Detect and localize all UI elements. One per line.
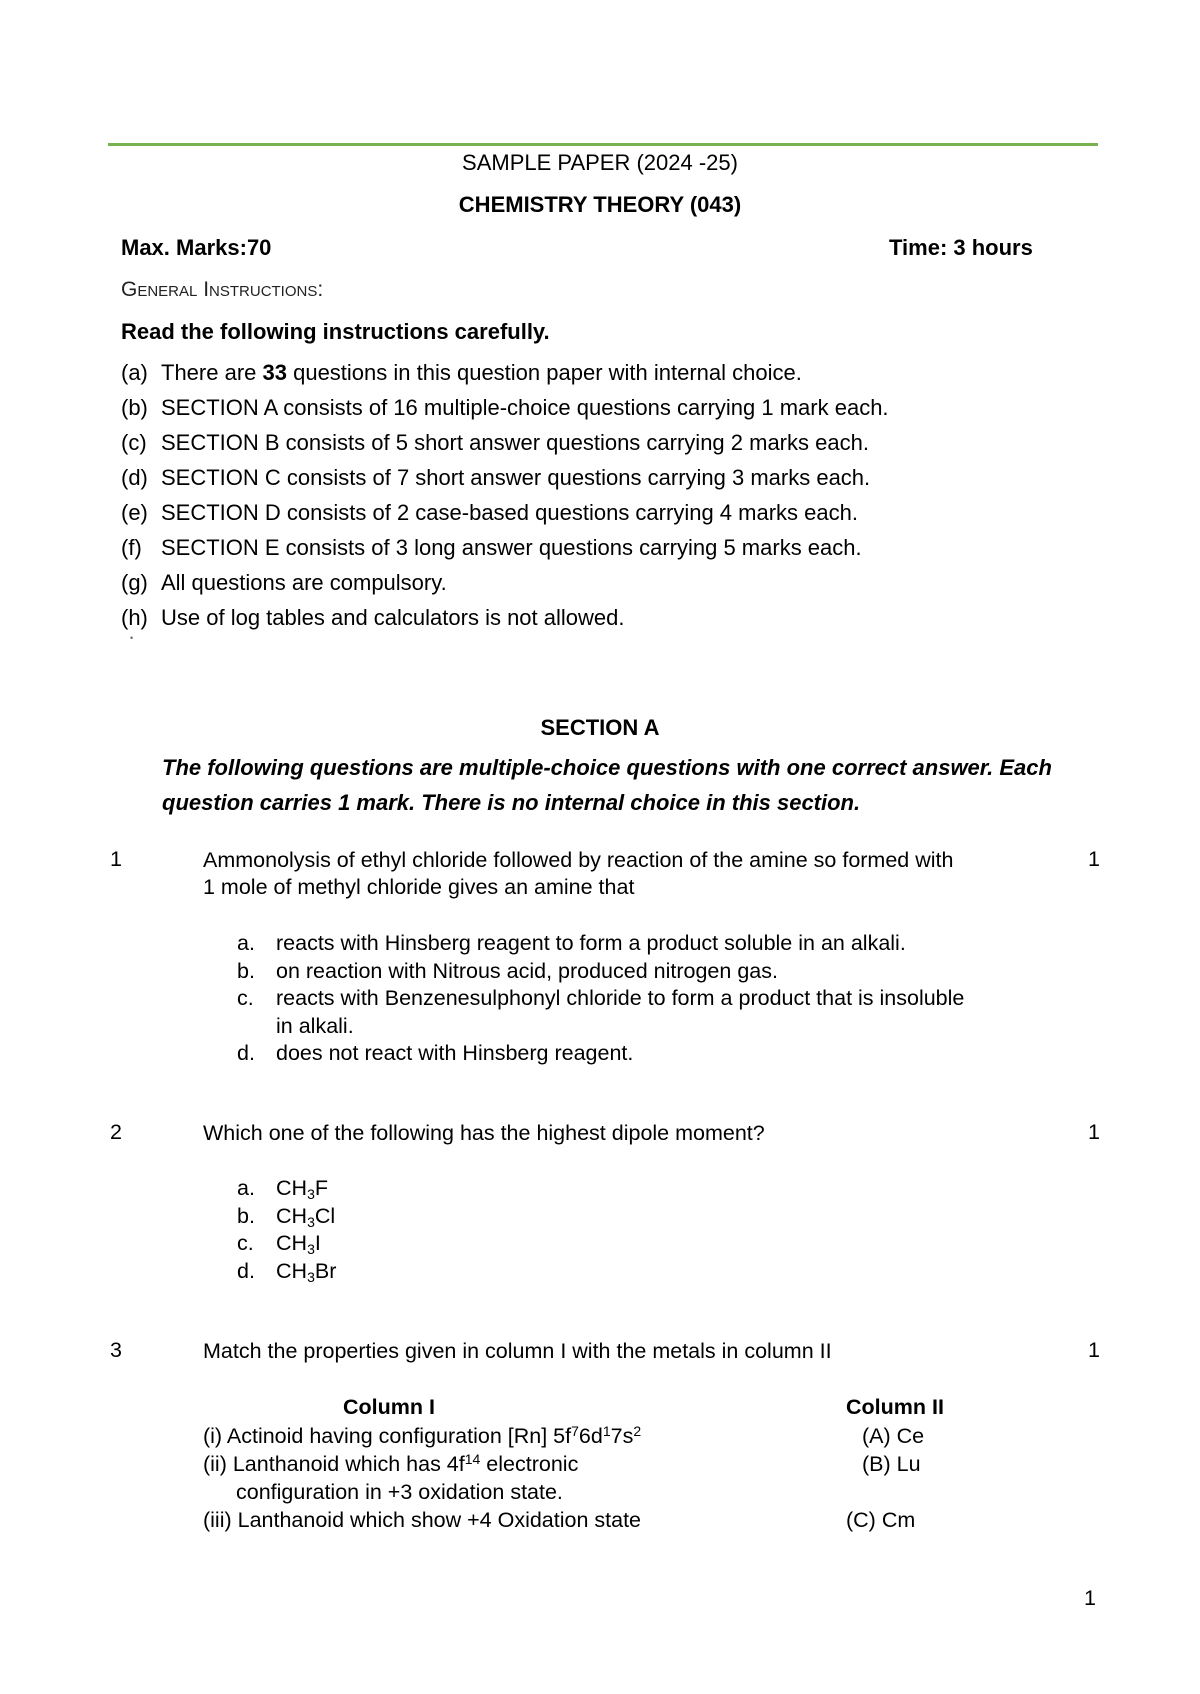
option-label: c. xyxy=(237,986,254,1010)
subject-text: CHEMISTRY THEORY (043) xyxy=(458,192,742,217)
formula-subscript: 3 xyxy=(307,1213,315,1230)
option-text: on reaction with Nitrous acid, produced nitrogen gas. xyxy=(276,958,778,983)
page-number: 1 xyxy=(1084,1586,1096,1610)
superscript: 2 xyxy=(633,1423,642,1439)
question-number: 3 xyxy=(110,1338,122,1362)
option-item xyxy=(237,1175,336,1203)
formula-base: CH xyxy=(276,1203,308,1228)
instruction-text: SECTION D consists of 2 case-based questions carrying 4 marks each. xyxy=(161,500,858,525)
formula-base: CH xyxy=(276,1258,308,1283)
instruction-item xyxy=(121,425,889,460)
question-mark: 1 xyxy=(1088,1120,1100,1144)
option-label: c. xyxy=(237,1231,254,1255)
option-item xyxy=(237,1230,336,1258)
option-item xyxy=(237,1203,336,1231)
q2-options xyxy=(237,1175,336,1285)
superscript: 14 xyxy=(464,1451,481,1467)
match-row-2 xyxy=(203,1451,578,1478)
section-a-desc-line1: The following questions are multiple-choice questions with one correct answer. Each xyxy=(162,755,1052,780)
formula-subscript: 3 xyxy=(307,1186,315,1202)
formula-base: CH xyxy=(276,1176,308,1200)
match-row-text: 7s xyxy=(610,1424,634,1448)
option-text: reacts with Benzenesulphonyl chloride to form a product that is insoluble xyxy=(276,986,965,1010)
instruction-label: (e) xyxy=(121,500,148,525)
option-label: a. xyxy=(237,931,255,955)
instruction-label: (a) xyxy=(121,360,148,385)
formula-element: Br xyxy=(314,1258,337,1283)
option-text: does not react with Hinsberg reagent. xyxy=(276,1041,634,1065)
instruction-item xyxy=(121,495,889,530)
match-row-text: electronic xyxy=(480,1452,579,1476)
instruction-text: questions in this question paper with internal choice. xyxy=(286,360,802,385)
option-label: d. xyxy=(237,1258,255,1283)
instruction-text: All questions are compulsory. xyxy=(161,570,447,595)
option-label: b. xyxy=(237,1203,255,1228)
subject-title xyxy=(0,191,1200,219)
section-a-title: SECTION A xyxy=(540,715,660,740)
question-number: 2 xyxy=(110,1120,122,1144)
match-row-text: (i) Actinoid having configuration [Rn] 5f xyxy=(203,1424,572,1448)
instruction-label: (g) xyxy=(121,570,148,595)
instruction-text: There are xyxy=(161,360,263,385)
formula-subscript: 3 xyxy=(307,1268,315,1285)
formula-element: F xyxy=(314,1176,328,1200)
question-text: Which one of the following has the highest dipole moment? xyxy=(203,1121,765,1145)
paper-title: SAMPLE PAPER (2024 -25) xyxy=(462,150,738,175)
option-label: d. xyxy=(237,1041,255,1065)
general-instructions-heading: General Instructions: xyxy=(121,278,324,301)
instruction-text: Use of log tables and calculators is not allowed. xyxy=(161,605,625,630)
instruction-label: (d) xyxy=(121,465,148,490)
match-row-2-continued: configuration in +3 oxidation state. xyxy=(236,1480,563,1504)
instruction-text: SECTION B consists of 5 short answer questions carrying 2 marks each. xyxy=(161,430,869,455)
option-text: reacts with Hinsberg reagent to form a product soluble in an alkali. xyxy=(276,931,906,955)
match-row-text: 6d xyxy=(578,1424,603,1448)
option-item xyxy=(237,1258,336,1286)
instruction-item xyxy=(121,390,889,425)
header-rule xyxy=(108,143,1098,146)
time-allowed: Time: 3 hours xyxy=(889,235,1033,260)
instruction-count: 33 xyxy=(262,360,287,385)
question-mark: 1 xyxy=(1088,847,1100,871)
option-item xyxy=(237,930,964,958)
formula-element: Cl xyxy=(314,1203,336,1228)
instruction-text: SECTION A consists of 16 multiple-choice questions carrying 1 mark each. xyxy=(161,395,889,420)
question-number: 1 xyxy=(110,847,122,871)
question-text-line: Ammonolysis of ethyl chloride followed by reaction of the amine so formed with xyxy=(203,848,954,872)
column-2-header: Column II xyxy=(846,1395,944,1419)
match-answer-b: (B) Lu xyxy=(862,1452,921,1476)
question-text: Match the properties given in column I with the metals in column II xyxy=(203,1339,832,1363)
instruction-item xyxy=(121,600,889,635)
option-item xyxy=(237,985,964,1040)
formula-base: CH xyxy=(276,1231,308,1255)
match-row-1 xyxy=(203,1423,641,1450)
instruction-item xyxy=(121,355,889,390)
formula-element: I xyxy=(314,1231,321,1255)
superscript: 1 xyxy=(602,1423,611,1439)
instruction-text: SECTION C consists of 7 short answer questions carrying 3 marks each. xyxy=(161,465,871,490)
question-mark: 1 xyxy=(1088,1338,1100,1362)
match-answer-a: (A) Ce xyxy=(862,1424,925,1448)
instruction-text: SECTION E consists of 3 long answer questions carrying 5 marks each. xyxy=(161,535,862,560)
section-a-desc-line2: question carries 1 mark. There is no internal choice in this section. xyxy=(162,790,861,815)
option-item xyxy=(237,958,964,986)
superscript: 7 xyxy=(571,1423,579,1439)
instruction-label: (b) xyxy=(121,395,148,420)
read-carefully: Read the following instructions carefully. xyxy=(121,319,550,344)
instruction-item xyxy=(121,565,889,600)
instructions-list xyxy=(121,355,889,635)
question-text xyxy=(203,847,1063,901)
bullet-dot: • xyxy=(130,633,134,643)
option-item xyxy=(237,1040,964,1068)
column-1-header: Column I xyxy=(343,1395,435,1419)
match-row-3: (iii) Lanthanoid which show +4 Oxidation state xyxy=(203,1508,642,1532)
instruction-label: (c) xyxy=(121,430,147,455)
formula-subscript: 3 xyxy=(307,1241,315,1257)
instruction-item xyxy=(121,530,889,565)
max-marks: Max. Marks:70 xyxy=(121,235,272,260)
instruction-label: (f) xyxy=(121,535,142,560)
option-label: a. xyxy=(237,1176,255,1200)
match-row-text: (ii) Lanthanoid which has 4f xyxy=(203,1452,465,1476)
option-label: b. xyxy=(237,958,255,983)
instruction-label: (h) xyxy=(121,605,148,630)
option-text-continued: in alkali. xyxy=(276,1013,354,1038)
match-answer-c: (C) Cm xyxy=(846,1508,916,1532)
question-text-line: 1 mole of methyl chloride gives an amine that xyxy=(203,875,635,899)
instruction-item xyxy=(121,460,889,495)
q1-options xyxy=(237,930,964,1068)
